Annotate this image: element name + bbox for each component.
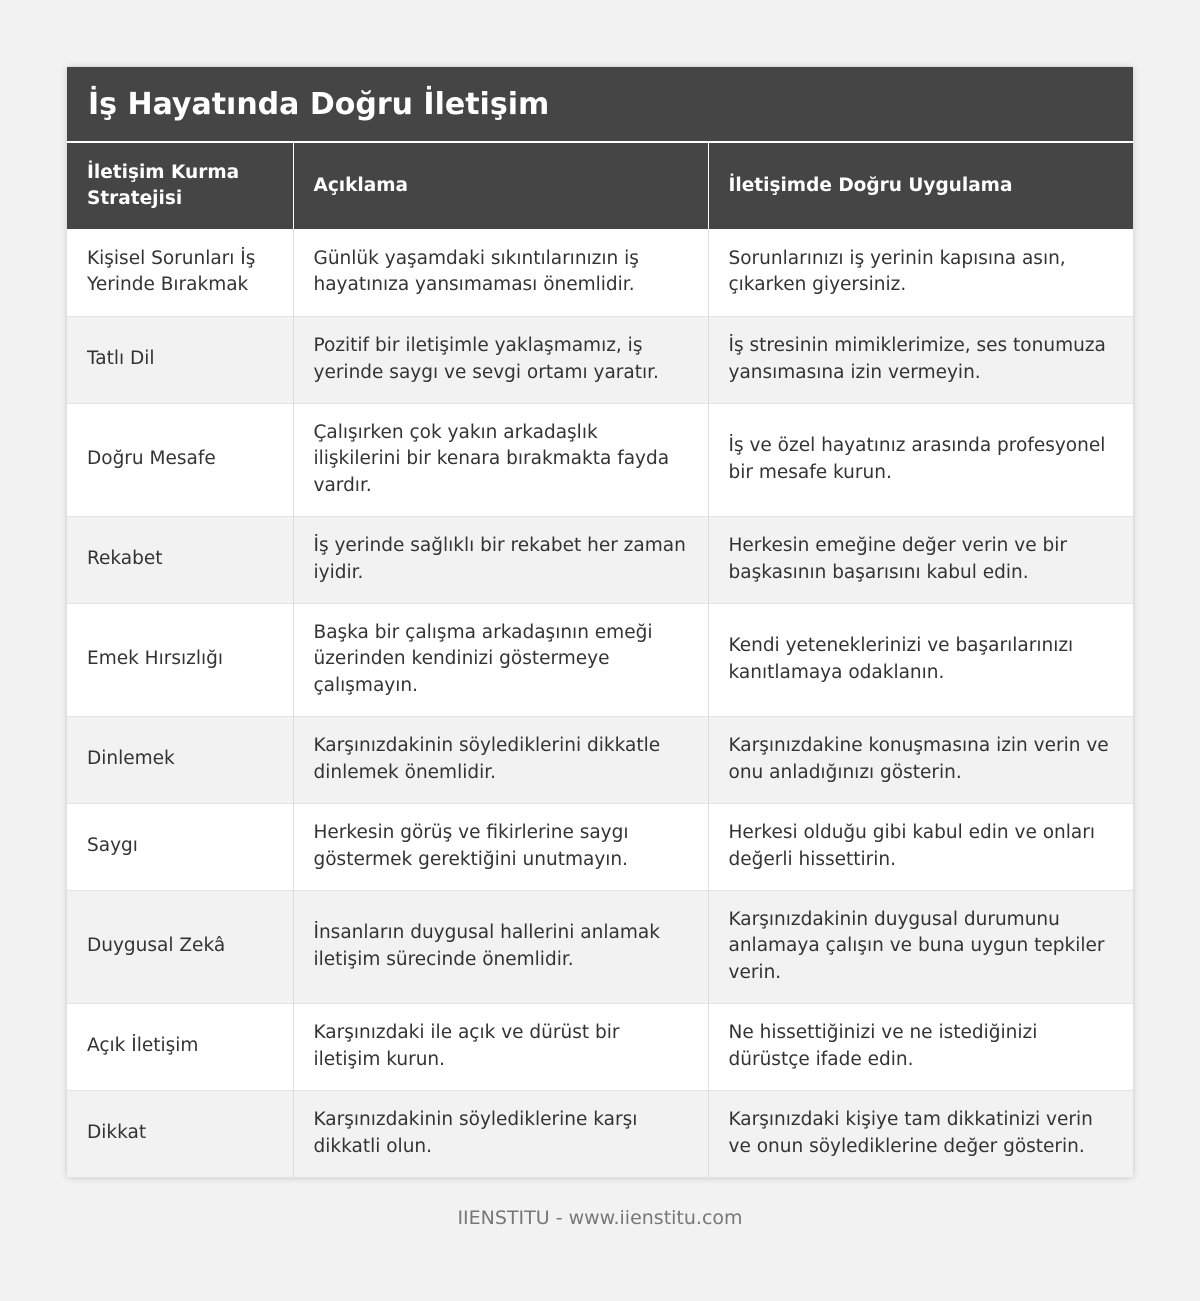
description-cell: Günlük yaşamdaki sıkıntılarınızın iş hayatınıza yansımaması önemlidir. xyxy=(293,229,708,316)
table-header-row xyxy=(67,143,1133,229)
table-row xyxy=(67,316,1133,403)
table-row xyxy=(67,403,1133,516)
practice-cell: Karşınızdaki kişiye tam dikkatinizi verin ve onun söylediklerine değer gösterin. xyxy=(708,1090,1133,1177)
description-cell: Çalışırken çok yakın arkadaşlık ilişkilerini bir kenara bırakmakta fayda vardır. xyxy=(293,403,708,516)
strategy-cell: Dinlemek xyxy=(67,716,293,803)
table-row xyxy=(67,890,1133,1003)
table-row xyxy=(67,1090,1133,1177)
strategy-cell: Duygusal Zekâ xyxy=(67,890,293,1003)
description-cell: Karşınızdakinin söylediklerine karşı dikkatli olun. xyxy=(293,1090,708,1177)
table-row xyxy=(67,716,1133,803)
column-header-strategy: İletişim Kurma Stratejisi xyxy=(67,143,293,229)
practice-cell: Karşınızdakine konuşmasına izin verin ve onu anladığınızı gösterin. xyxy=(708,716,1133,803)
description-cell: Başka bir çalışma arkadaşının emeği üzerinden kendinizi göstermeye çalışmayın. xyxy=(293,603,708,716)
practice-cell: Kendi yeteneklerinizi ve başarılarınızı kanıtlamaya odaklanın. xyxy=(708,603,1133,716)
strategy-cell: Dikkat xyxy=(67,1090,293,1177)
description-cell: İş yerinde sağlıklı bir rekabet her zaman iyidir. xyxy=(293,516,708,603)
table-title: İş Hayatında Doğru İletişim xyxy=(67,67,1133,143)
table-row xyxy=(67,229,1133,316)
strategy-cell: Tatlı Dil xyxy=(67,316,293,403)
practice-cell: Ne hissettiğinizi ve ne istediğinizi dürüstçe ifade edin. xyxy=(708,1003,1133,1090)
practice-cell: İş stresinin mimiklerimize, ses tonumuza yansımasına izin vermeyin. xyxy=(708,316,1133,403)
table-row xyxy=(67,603,1133,716)
column-header-description: Açıklama xyxy=(293,143,708,229)
description-cell: Karşınızdaki ile açık ve dürüst bir iletişim kurun. xyxy=(293,1003,708,1090)
strategy-table xyxy=(67,143,1133,1178)
strategy-cell: Emek Hırsızlığı xyxy=(67,603,293,716)
practice-cell: Karşınızdakinin duygusal durumunu anlamaya çalışın ve buna uygun tepkiler verin. xyxy=(708,890,1133,1003)
table-row xyxy=(67,1003,1133,1090)
strategy-cell: Rekabet xyxy=(67,516,293,603)
description-cell: Herkesin görüş ve fikirlerine saygı göstermek gerektiğini unutmayın. xyxy=(293,803,708,890)
strategy-cell: Kişisel Sorunları İş Yerinde Bırakmak xyxy=(67,229,293,316)
communication-table-card xyxy=(67,67,1133,1178)
description-cell: İnsanların duygusal hallerini anlamak iletişim sürecinde önemlidir. xyxy=(293,890,708,1003)
practice-cell: İş ve özel hayatınız arasında profesyonel bir mesafe kurun. xyxy=(708,403,1133,516)
strategy-cell: Saygı xyxy=(67,803,293,890)
strategy-cell: Doğru Mesafe xyxy=(67,403,293,516)
practice-cell: Herkesi olduğu gibi kabul edin ve onları değerli hissettirin. xyxy=(708,803,1133,890)
table-row xyxy=(67,803,1133,890)
strategy-cell: Açık İletişim xyxy=(67,1003,293,1090)
practice-cell: Sorunlarınızı iş yerinin kapısına asın, çıkarken giyersiniz. xyxy=(708,229,1133,316)
practice-cell: Herkesin emeğine değer verin ve bir başkasının başarısını kabul edin. xyxy=(708,516,1133,603)
column-header-practice: İletişimde Doğru Uygulama xyxy=(708,143,1133,229)
source-footer: IIENSTITU - www.iienstitu.com xyxy=(457,1207,743,1229)
table-row xyxy=(67,516,1133,603)
description-cell: Karşınızdakinin söylediklerini dikkatle dinlemek önemlidir. xyxy=(293,716,708,803)
description-cell: Pozitif bir iletişimle yaklaşmamız, iş yerinde saygı ve sevgi ortamı yaratır. xyxy=(293,316,708,403)
